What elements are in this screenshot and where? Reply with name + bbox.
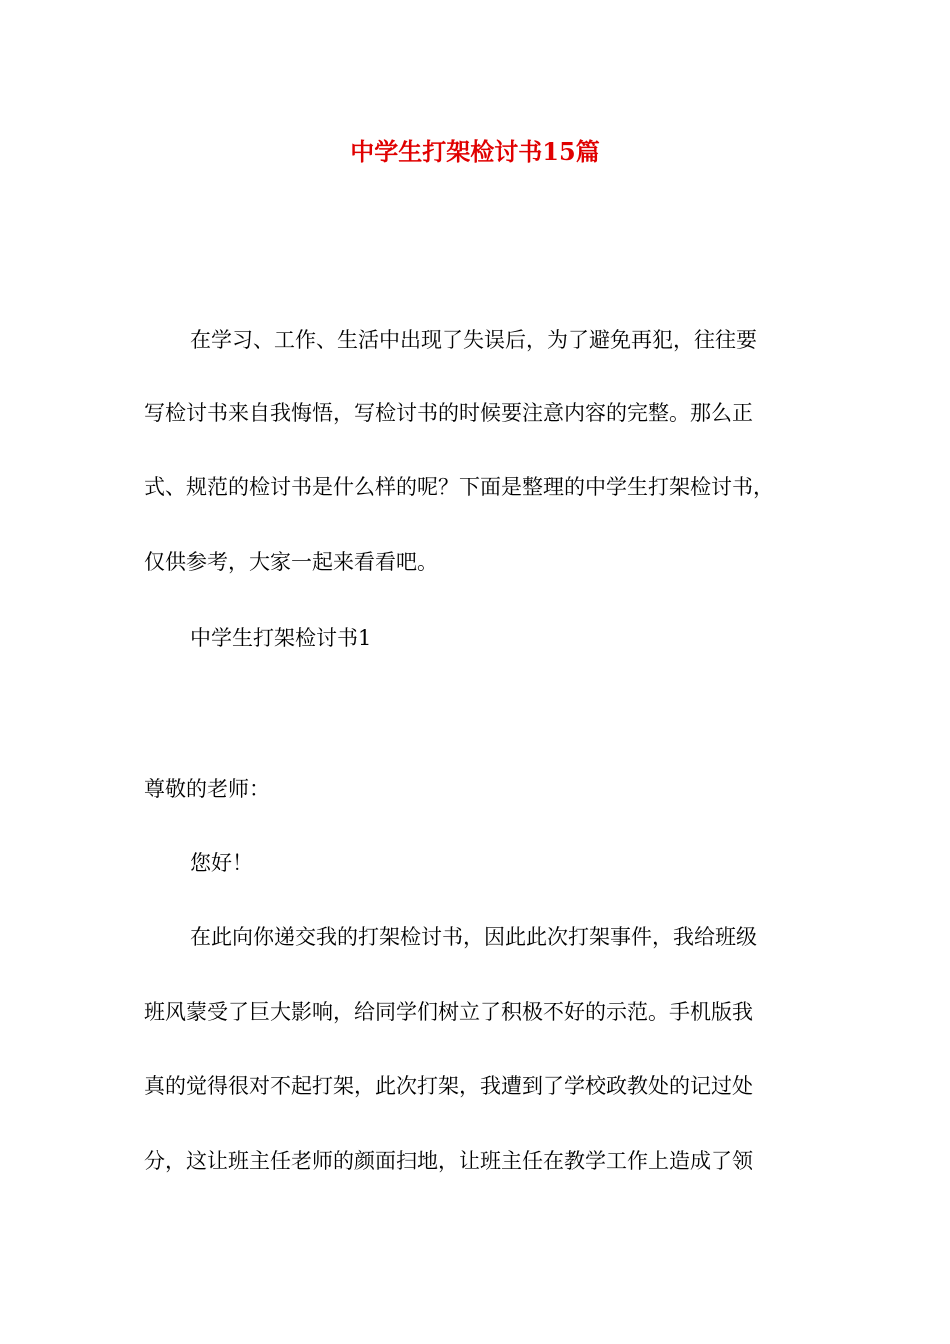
intro-line-1: 在学习、工作、生活中出现了失误后，为了避免再犯，往往要 bbox=[190, 328, 757, 352]
greeting: 您好！ bbox=[190, 851, 253, 875]
section-heading: 中学生打架检讨书1 bbox=[190, 626, 372, 650]
body-line-2: 班风蒙受了巨大影响，给同学们树立了积极不好的示范。手机版我 bbox=[144, 1000, 753, 1024]
body-line-1: 在此向你递交我的打架检讨书，因此此次打架事件，我给班级 bbox=[190, 925, 757, 949]
body-line-3: 真的觉得很对不起打架，此次打架，我遭到了学校政教处的记过处 bbox=[144, 1074, 753, 1098]
salutation: 尊敬的老师： bbox=[144, 777, 270, 801]
document-title: 中学生打架检讨书15篇 bbox=[350, 137, 600, 166]
intro-line-2: 写检讨书来自我悔悟，写检讨书的时候要注意内容的完整。那么正 bbox=[144, 401, 753, 425]
intro-line-3: 式、规范的检讨书是什么样的呢？下面是整理的中学生打架检讨书， bbox=[144, 475, 774, 499]
intro-line-4: 仅供参考，大家一起来看看吧。 bbox=[144, 550, 438, 574]
body-line-4: 分，这让班主任老师的颜面扫地，让班主任在教学工作上造成了领 bbox=[144, 1149, 753, 1173]
